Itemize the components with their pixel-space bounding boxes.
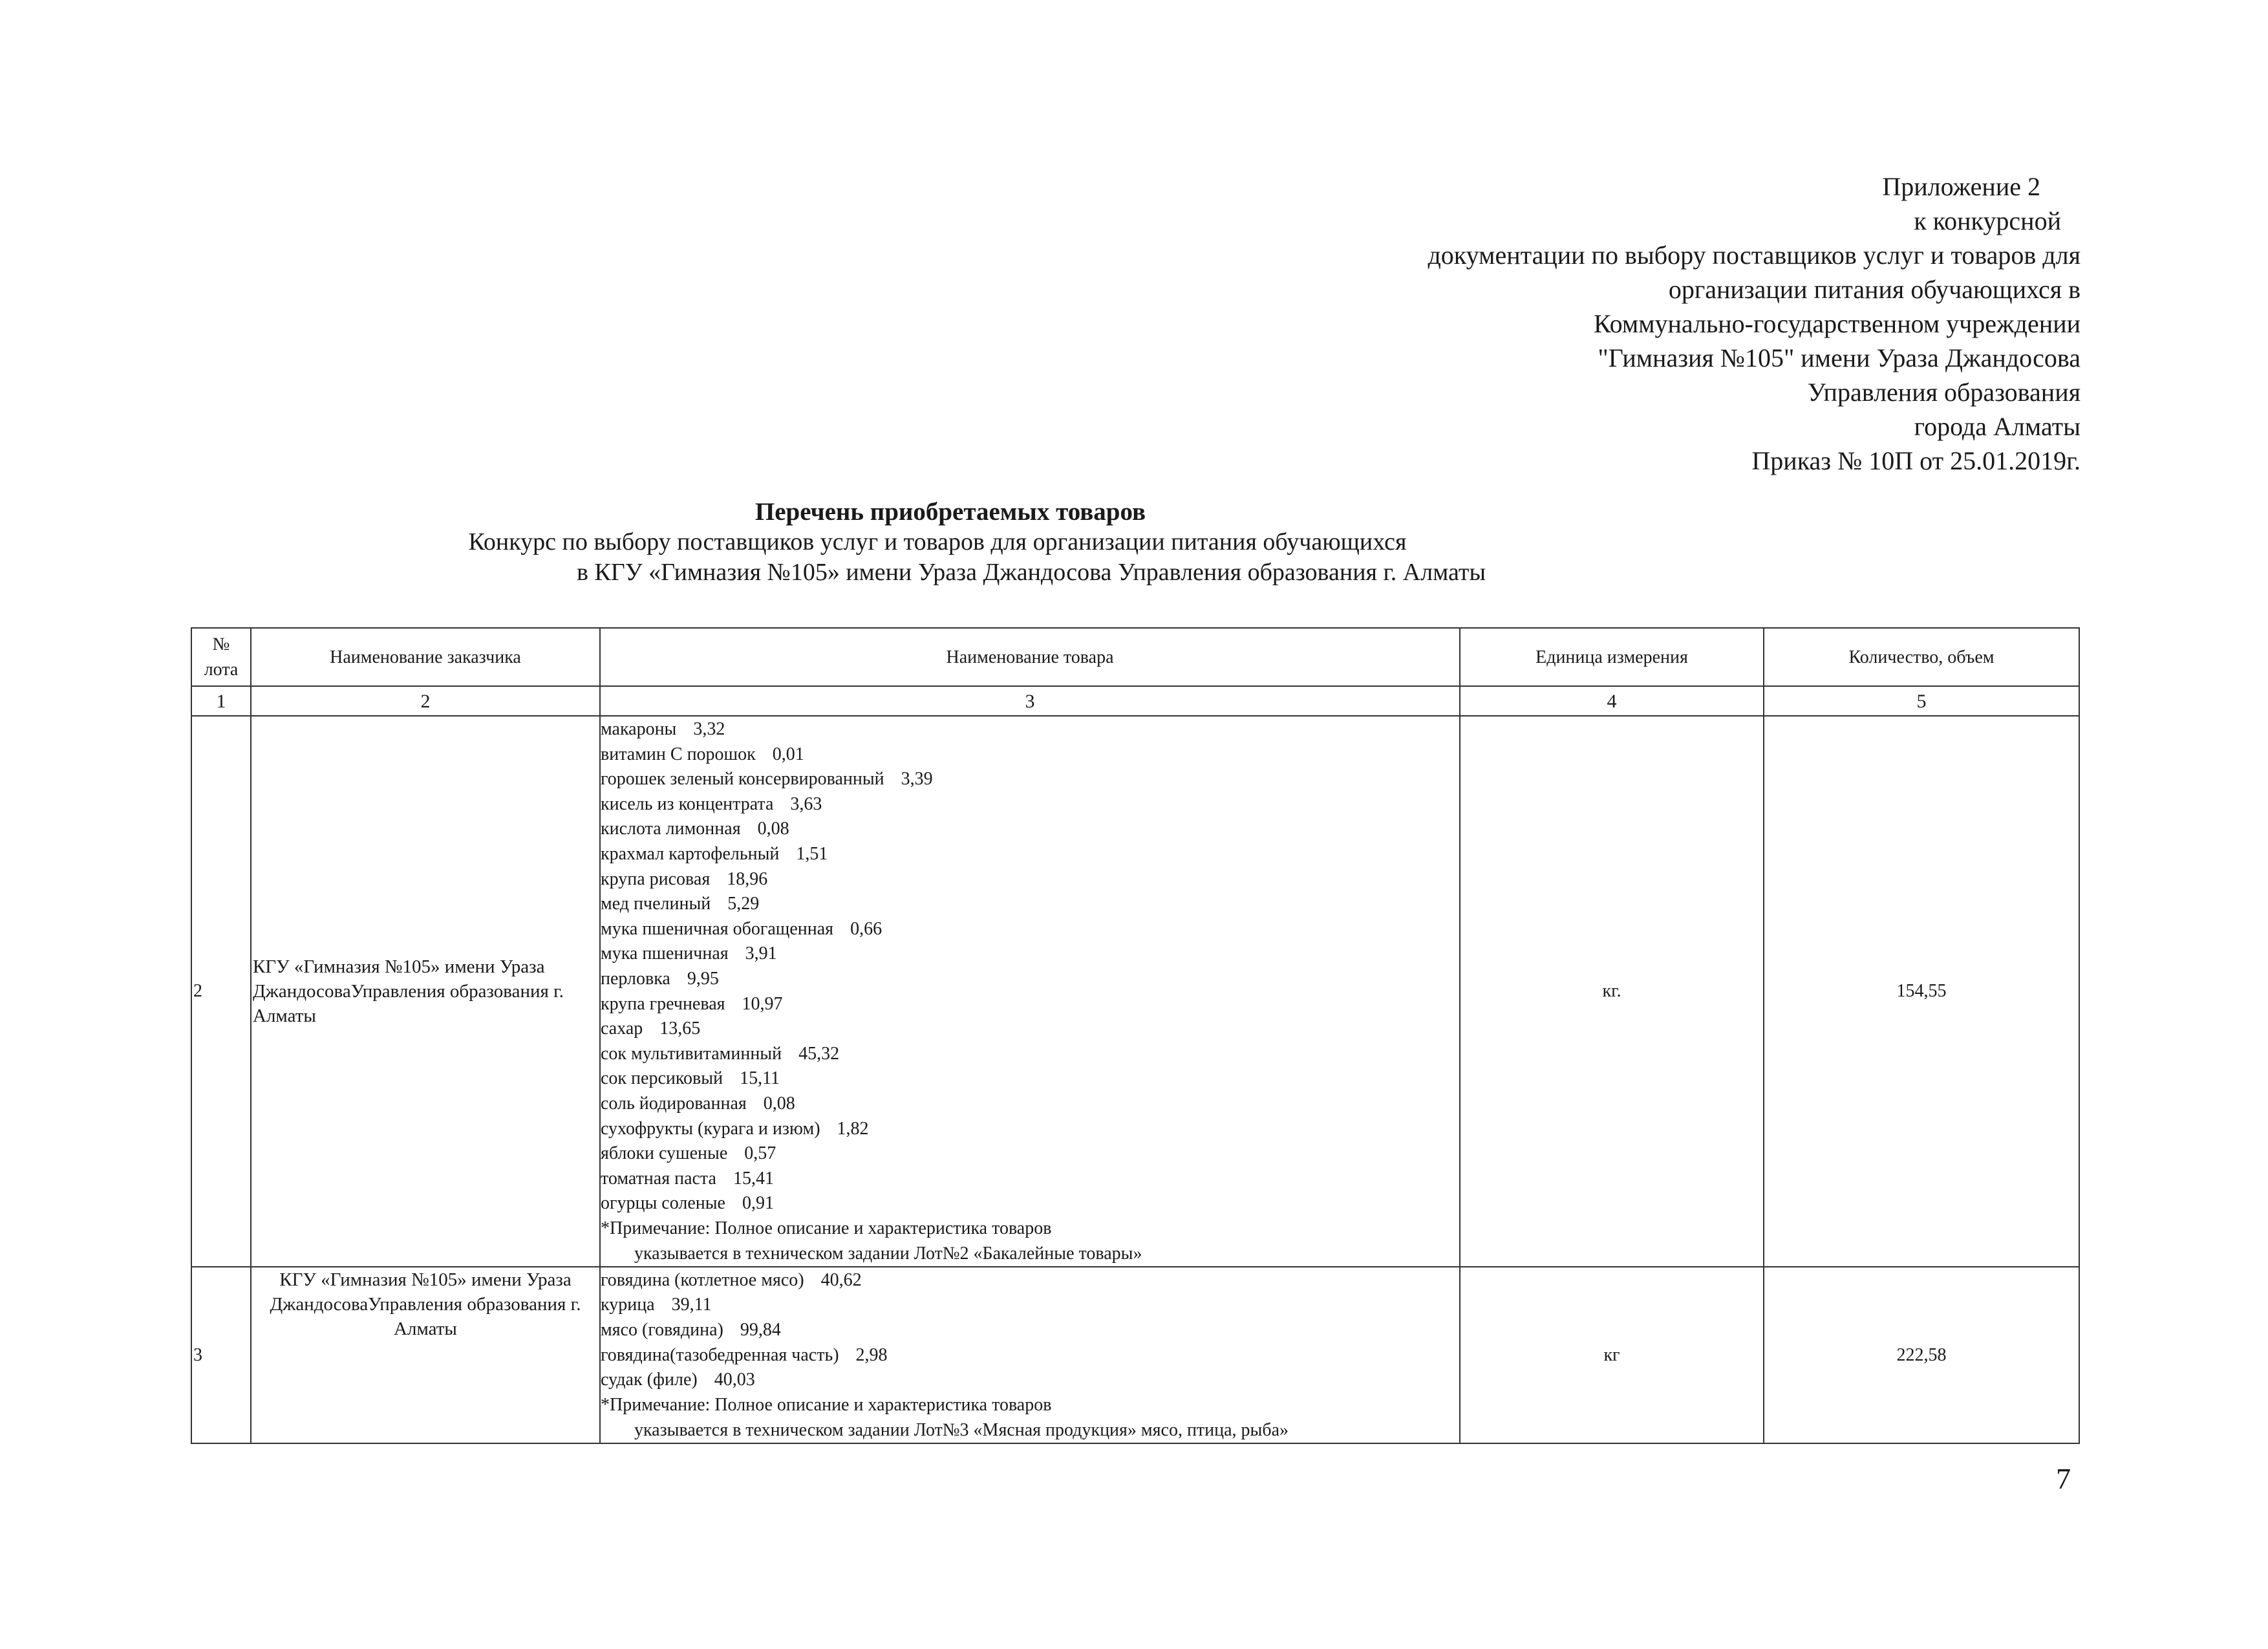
goods-items: [601, 1267, 1459, 1392]
goods-item: [601, 717, 1459, 742]
goods-item-name: говядина (котлетное мясо): [601, 1269, 804, 1290]
goods-item-name: сухофрукты (курага и изюм): [601, 1118, 820, 1139]
table-row: [191, 1267, 2079, 1443]
goods-item-name: сок мультивитаминный: [601, 1043, 782, 1064]
goods-item: [601, 1041, 1459, 1066]
goods-item-value: 1,51: [796, 843, 828, 864]
goods-item: [601, 891, 1459, 916]
goods-item-name: сахар: [601, 1018, 643, 1039]
header-goods: Наименование товара: [600, 628, 1460, 686]
customer-name-text: КГУ «Гимназия №105» имени Ураза ДжандосоваУправления образования г. Алматы: [270, 1269, 581, 1339]
goods-item-value: 0,01: [772, 744, 804, 764]
goods-item-name: кислота лимонная: [601, 819, 741, 839]
goods-note: *Примечание: Полное описание и характеристика товаров: [601, 1218, 1052, 1238]
goods-item-name: говядина(тазобедренная часть): [601, 1344, 839, 1365]
goods-item: [601, 1016, 1459, 1041]
goods-items: [601, 717, 1459, 1216]
goods-item-name: кисель из концентрата: [601, 793, 774, 814]
goods-item: [601, 1116, 1459, 1141]
goods-item-name: мука пшеничная обогащенная: [601, 918, 834, 939]
goods-item: [601, 841, 1459, 867]
goods-note: *Примечание: Полное описание и характеристика товаров: [601, 1394, 1052, 1415]
goods-item-value: 45,32: [798, 1043, 840, 1064]
goods-item: [601, 816, 1459, 841]
appendix-line: города Алматы: [1914, 412, 2081, 441]
page-number: 7: [2056, 1462, 2071, 1495]
header-customer: Наименование заказчика: [251, 628, 600, 686]
goods-list: [600, 1267, 1460, 1443]
goods-item-value: 2,98: [855, 1344, 888, 1365]
goods-item-value: 10,97: [742, 993, 783, 1014]
goods-item-name: томатная паста: [601, 1168, 716, 1189]
table-row: [191, 716, 2079, 1267]
lot-number: 3: [191, 1267, 251, 1443]
column-number: 1: [191, 686, 251, 716]
goods-item-value: 40,03: [714, 1370, 755, 1390]
goods-item-name: курица: [601, 1295, 655, 1315]
goods-item: [601, 867, 1459, 892]
appendix-line: Приказ № 10П от 25.01.2019г.: [1751, 446, 2081, 475]
goods-list: [600, 716, 1460, 1267]
goods-item-value: 3,32: [693, 719, 725, 739]
customer-name-text: КГУ «Гимназия №105» имени Ураза ДжандосоваУправления образования г. Алматы: [253, 956, 564, 1026]
goods-item-name: перловка: [601, 968, 670, 989]
goods-item-value: 15,11: [740, 1068, 780, 1089]
goods-item-name: крупа рисовая: [601, 868, 711, 889]
goods-item: [601, 792, 1459, 817]
goods-item: [601, 916, 1459, 942]
goods-item-name: мука пшеничная: [601, 943, 729, 964]
goods-table: [191, 627, 2080, 1444]
goods-item-value: 18,96: [727, 868, 768, 889]
goods-item: [601, 1267, 1459, 1293]
goods-item-value: 3,91: [745, 943, 777, 964]
goods-item-value: 39,11: [671, 1295, 712, 1315]
goods-item-name: мясо (говядина): [601, 1320, 723, 1341]
goods-item-name: горошек зеленый консервированный: [601, 769, 884, 790]
goods-item-name: крахмал картофельный: [601, 843, 780, 864]
appendix-line: документации по выбору поставщиков услуг и товаров для: [1428, 241, 2081, 270]
goods-item: [601, 1091, 1459, 1116]
column-number: 2: [251, 686, 600, 716]
goods-item: [601, 1342, 1459, 1368]
goods-item-value: 15,41: [733, 1168, 774, 1189]
goods-item-value: 13,65: [659, 1018, 701, 1039]
column-number: 4: [1460, 686, 1764, 716]
goods-item-name: сок персиковый: [601, 1068, 723, 1089]
quantity-cell: 222,58: [1764, 1267, 2079, 1443]
goods-note-detail: указывается в техническом задании Лот№3 «Мясная продукция» мясо, птица, рыба»: [634, 1419, 1289, 1440]
customer-name: [251, 716, 600, 1267]
goods-item-name: мед пчелиный: [601, 894, 711, 914]
goods-item-value: 0,08: [763, 1093, 795, 1114]
goods-item-value: 3,63: [790, 793, 822, 814]
goods-item: [601, 1292, 1459, 1317]
goods-item: [601, 1367, 1459, 1392]
goods-item-name: крупа гречневая: [601, 993, 725, 1014]
goods-item-value: 1,82: [837, 1118, 869, 1139]
goods-item: [601, 941, 1459, 966]
goods-item-name: витамин С порошок: [601, 744, 756, 764]
quantity-cell: 154,55: [1764, 716, 2079, 1267]
goods-item: [601, 766, 1459, 792]
goods-item: [601, 991, 1459, 1017]
appendix-line: Управления образования: [1807, 378, 2081, 407]
goods-item: [601, 1191, 1459, 1216]
goods-item-value: 0,08: [757, 819, 789, 839]
header-quantity: Количество, объем: [1764, 628, 2079, 686]
goods-item: [601, 966, 1459, 991]
document-subtitle-line-1: Конкурс по выбору поставщиков услуг и товаров для организации питания обучающихся: [468, 528, 1407, 555]
goods-item-value: 0,91: [742, 1193, 774, 1214]
document-title: Перечень приобретаемых товаров: [754, 498, 1146, 526]
goods-item-value: 99,84: [740, 1320, 781, 1341]
appendix-line: "Гимназия №105" имени Ураза Джандосова: [1598, 343, 2081, 372]
goods-item-value: 9,95: [687, 968, 719, 989]
column-number-row: [191, 686, 2079, 716]
goods-item-value: 5,29: [727, 894, 760, 914]
document-subtitle-line-2: в КГУ «Гимназия №105» имени Ураза Джандосова Управления образования г. Алматы: [576, 559, 1486, 586]
goods-item: [601, 1141, 1459, 1166]
appendix-line: организации питания обучающихся в: [1668, 275, 2081, 304]
goods-item: [601, 1166, 1459, 1191]
goods-item: [601, 742, 1459, 767]
appendix-line: к конкурсной: [1914, 206, 2061, 235]
goods-item-value: 0,66: [850, 918, 883, 939]
header-lot: № лота: [191, 628, 251, 686]
lot-number: 2: [191, 716, 251, 1267]
customer-name: [251, 1267, 600, 1443]
goods-item: [601, 1066, 1459, 1091]
goods-note-detail: указывается в техническом задании Лот№2 «Бакалейные товары»: [634, 1243, 1142, 1264]
appendix-header: [1111, 169, 2081, 478]
goods-item-name: макароны: [601, 719, 677, 739]
goods-item-value: 40,62: [820, 1269, 862, 1290]
goods-item-name: судак (филе): [601, 1370, 698, 1390]
column-number: 3: [600, 686, 1460, 716]
table-header-row: [191, 628, 2079, 686]
unit-cell: кг: [1460, 1267, 1764, 1443]
unit-cell: кг.: [1460, 716, 1764, 1267]
goods-item-name: огурцы соленые: [601, 1193, 725, 1214]
goods-item-name: соль йодированная: [601, 1093, 747, 1114]
appendix-line: Приложение 2: [1882, 172, 2040, 201]
header-unit: Единица измерения: [1460, 628, 1764, 686]
goods-item-name: яблоки сушеные: [601, 1143, 728, 1164]
goods-item: [601, 1317, 1459, 1342]
column-number: 5: [1764, 686, 2079, 716]
goods-item-value: 0,57: [744, 1143, 776, 1164]
document-title-block: [0, 497, 1875, 588]
goods-item-value: 3,39: [901, 769, 933, 790]
appendix-line: Коммунально-государственном учреждении: [1593, 309, 2081, 338]
